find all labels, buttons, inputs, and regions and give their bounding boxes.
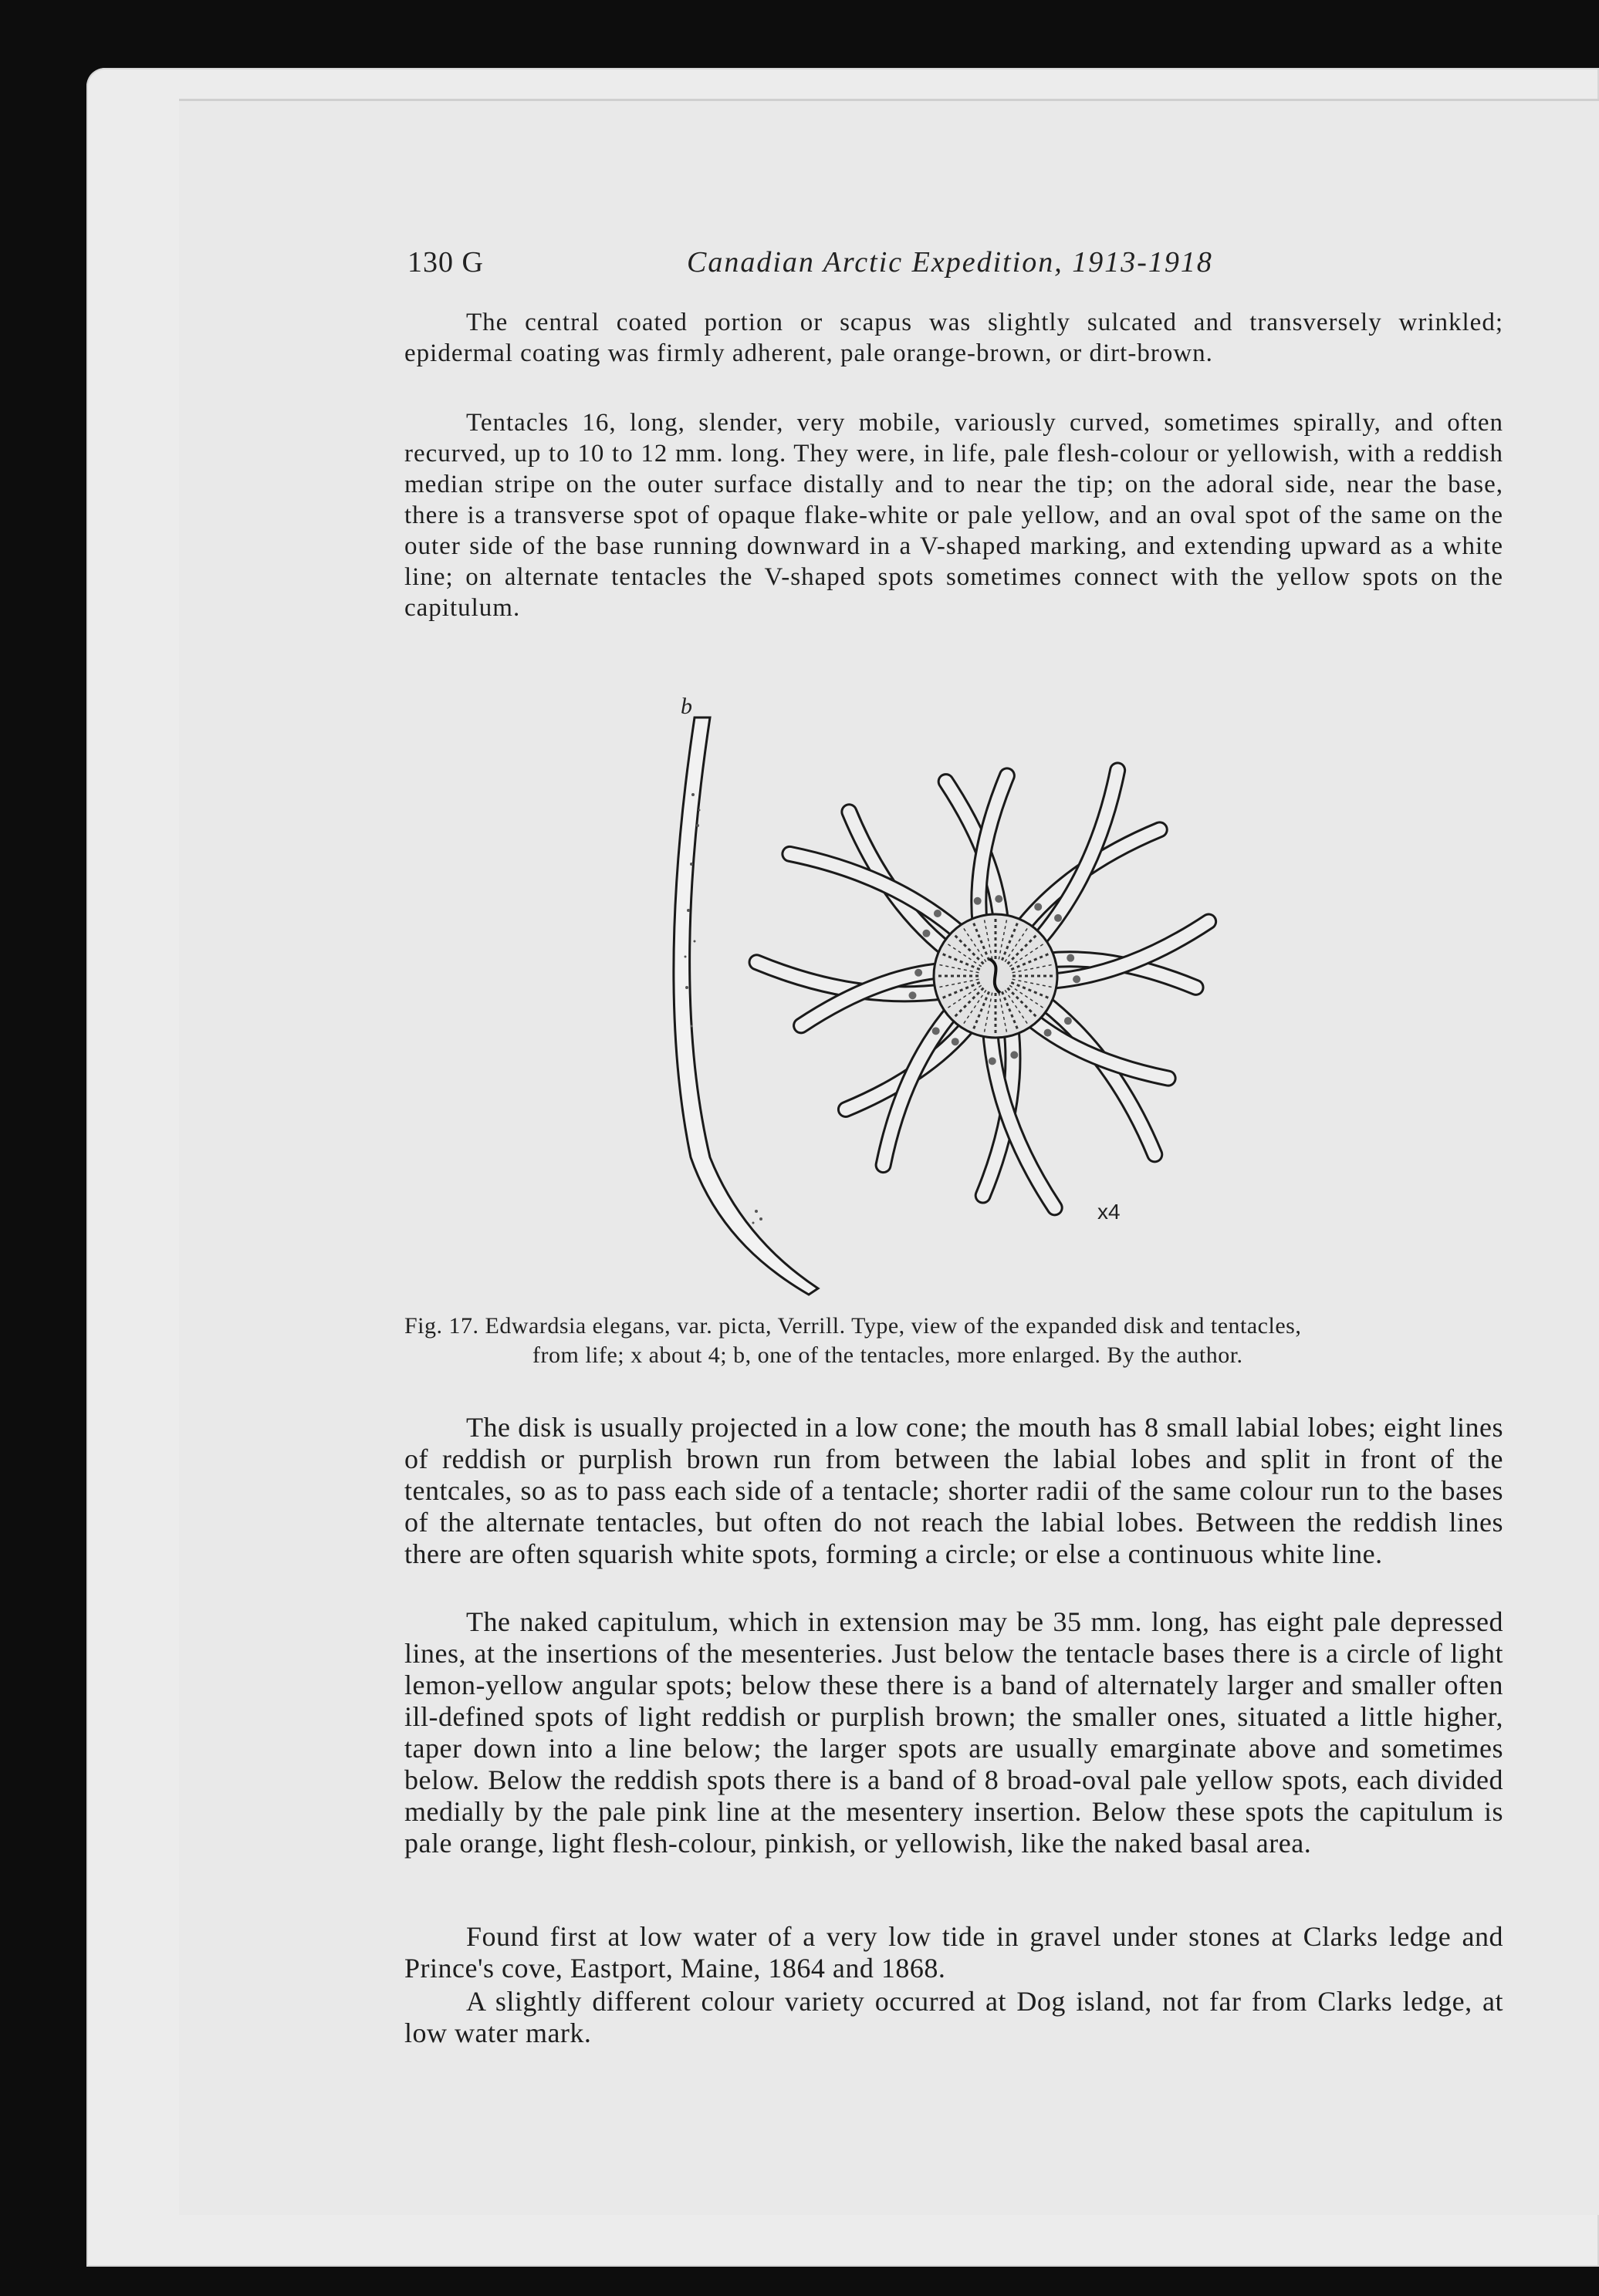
tentacle-spot bbox=[989, 1057, 996, 1065]
label-scale: x4 bbox=[1097, 1200, 1121, 1224]
tentacle-spot bbox=[1073, 975, 1080, 983]
tentacle-spot bbox=[908, 991, 916, 999]
paragraph-tentacles: Tentacles 16, long, slender, very mobile, variously curved, sometimes spirally, and often recurved, up to 10 to 12 mm. long. They were, in life, pale flesh-colour or yellowish, with a reddish median stripe on the outer surface distally and to near the tip; on the adoral side, near the base, there is a transverse spot of opaque flake-white or pale yellow, and an oval spot of the same on the outer side of the base running downward in a V-shaped marking, and extending upward as a white line; on alternate tentacles the V-shaped spots sometimes connect with the yellow spots on the capitulum. bbox=[404, 409, 1503, 622]
paragraph-capitulum: The naked capitulum, which in extension may be 35 mm. long, has eight pale depressed lines, at the insertions of the mesenteries. Just below the tentacle bases there is a circle of light lemon-yellow angular spots; below these there is a band of alternately larger and smaller often ill-defined spots of light reddish or purplish brown; the smaller ones, situated a little higher, taper down into a line below; the larger spots are usually emarginate above and sometimes below. Below the reddish spots there is a band of 8 broad-oval pale yellow spots, each divided medially by the pale pink line at the mesentery insertion. Below these spots the capitulum is pale orange, light flesh-colour, pinkish, or yellowish, like the naked basal area. bbox=[404, 1606, 1503, 1859]
caption-line-2: from life; x about 4; b, one of the tentacles, more enlarged. By the author. bbox=[532, 1342, 1243, 1368]
figure-edwardsia bbox=[617, 679, 1312, 1312]
tentacle-spot bbox=[1064, 1017, 1072, 1025]
tentacle-spot bbox=[952, 1038, 959, 1045]
tentacle-spot bbox=[995, 895, 1002, 903]
tentacle-spot bbox=[1044, 1029, 1052, 1037]
figure-caption bbox=[404, 1312, 1508, 1370]
paragraph-variety: A slightly different colour variety occurred at Dog island, not far from Clarks ledge, at low water mark. bbox=[404, 1986, 1503, 2048]
page-number: 130 G bbox=[407, 246, 484, 279]
tentacle-spot bbox=[1010, 1051, 1018, 1059]
tentacle-spot bbox=[922, 930, 930, 937]
tentacle-spot bbox=[1034, 903, 1042, 910]
running-header bbox=[407, 245, 1503, 284]
oral-disk bbox=[934, 914, 1057, 1038]
tentacle-spot bbox=[974, 897, 982, 905]
tentacle-spot bbox=[932, 1027, 940, 1035]
tentacle-spot bbox=[934, 910, 941, 917]
paragraph-scapus: The central coated portion or scapus was slightly sulcated and transversely wrinkled; epidermal coating was firmly adherent, pale orange-brown, or dirt-brown. bbox=[404, 309, 1503, 367]
single-tentacle-b bbox=[674, 718, 818, 1295]
label-b: b bbox=[681, 694, 692, 719]
edwardsia-illustration bbox=[617, 679, 1312, 1312]
paragraph-disk: The disk is usually projected in a low cone; the mouth has 8 small labial lobes; eight lines of reddish or purplish brown run from between the labial lobes and split in front of the tentcales, so as to pass each side of a tentacle; shorter radii of the same colour run to the bases of the alternate tentacles, but often do not reach the labial lobes. Between the reddish lines there are often squarish white spots, forming a circle; or else a continuous white line. bbox=[404, 1412, 1503, 1569]
tentacle-spot bbox=[1054, 914, 1062, 922]
tentacle-spot bbox=[914, 969, 922, 977]
paragraph-found: Found first at low water of a very low tide in gravel under stones at Clarks ledge and Prince's cove, Eastport, Maine, 1864 and 1868. bbox=[404, 1921, 1503, 1984]
running-title: Canadian Arctic Expedition, 1913-1918 bbox=[687, 246, 1213, 279]
caption-line-1: Fig. 17. Edwardsia elegans, var. picta, Verrill. Type, view of the expanded disk and tentacles, bbox=[404, 1313, 1302, 1339]
tentacle-spot bbox=[1067, 954, 1074, 962]
